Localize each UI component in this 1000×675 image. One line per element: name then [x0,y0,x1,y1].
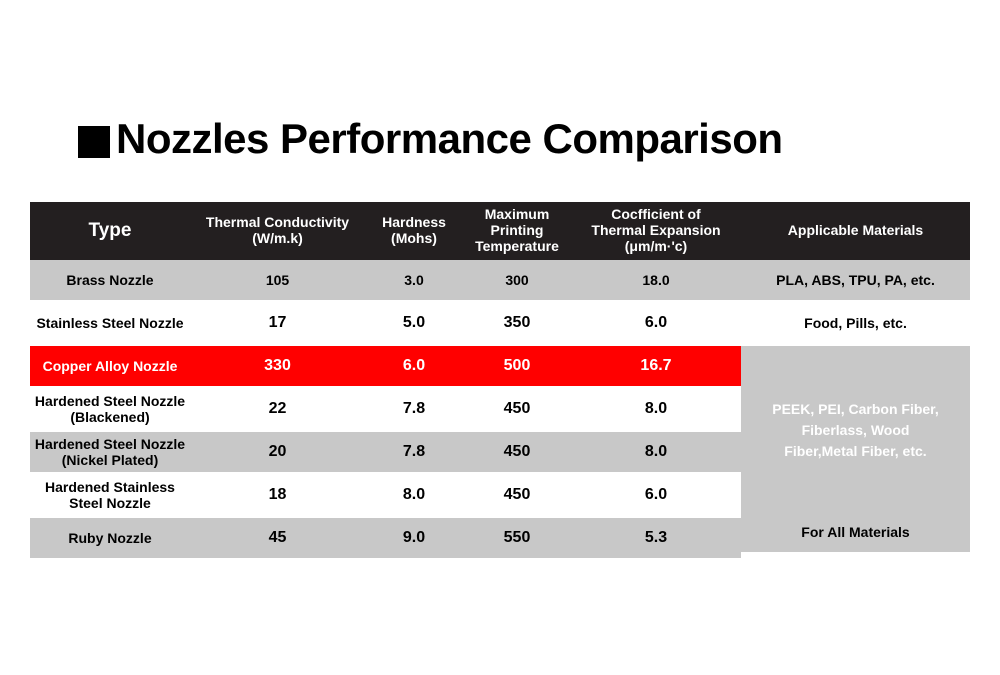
table-header-row [30,202,970,260]
black-square-bullet-icon [78,126,110,158]
column-header-max-temp-line1: Maximum [484,206,550,223]
materials-merged-line2: Fiberlass, Wood [801,422,910,438]
cell-hardness: 3.0 [365,260,463,300]
cell-type: Copper Alloy Nozzle [30,346,190,386]
cell-thermal-conductivity: 20 [190,432,365,472]
cell-materials: PLA, ABS, TPU, PA, etc. [741,260,970,300]
cell-cte: 6.0 [571,475,741,515]
cell-max-temp: 450 [463,389,571,429]
cell-type: Ruby Nozzle [30,518,190,558]
column-header-hardness-line1: Hardness [382,214,446,231]
cell-max-temp: 550 [463,518,571,558]
nozzle-comparison-table [30,202,970,558]
materials-merged-line3: Fiber,Metal Fiber, etc. [784,443,927,459]
materials-merged-line1: PEEK, PEI, Carbon Fiber, [772,401,939,417]
cell-thermal-conductivity: 22 [190,389,365,429]
column-header-cte-line1: Cocfficient of [611,206,701,223]
cell-type-line2: (Nickel Plated) [61,452,159,468]
cell-hardness: 8.0 [365,475,463,515]
cell-cte: 5.3 [571,518,741,558]
column-header-cte [571,202,741,260]
cell-hardness: 9.0 [365,518,463,558]
cell-hardness: 7.8 [365,432,463,472]
column-header-cte-line3: (μm/m·'c) [624,237,688,254]
column-header-type-label: Type [88,220,132,242]
cell-thermal-conductivity: 17 [190,303,365,343]
cell-hardness: 6.0 [365,346,463,386]
cell-max-temp: 500 [463,346,571,386]
column-header-cte-line2: Thermal Expansion [591,222,721,239]
cell-materials: Food, Pills, etc. [741,303,970,343]
cell-thermal-conductivity: 45 [190,518,365,558]
table-row-highlighted [30,346,970,386]
cell-cte: 18.0 [571,260,741,300]
cell-max-temp: 450 [463,432,571,472]
cell-cte: 8.0 [571,432,741,472]
column-header-hardness [365,202,463,260]
cell-thermal-conductivity: 18 [190,475,365,515]
table-row [30,303,970,343]
cell-type [30,432,190,472]
cell-type: Brass Nozzle [30,260,190,300]
cell-type-line1: Hardened Steel Nozzle [34,435,186,452]
cell-hardness: 5.0 [365,303,463,343]
cell-type-line1: Hardened Steel Nozzle [34,392,186,409]
cell-type [30,389,190,429]
cell-thermal-conductivity: 105 [190,260,365,300]
cell-type-line2: Steel Nozzle [69,495,151,511]
column-header-max-temp-line2: Printing [490,222,544,239]
cell-max-temp: 450 [463,475,571,515]
table-header [30,202,970,260]
cell-type [30,475,190,515]
column-header-applicable-materials [741,202,970,260]
cell-max-temp: 300 [463,260,571,300]
cell-materials-merged [741,346,970,515]
column-header-max-temp-line3: Temperature [475,237,559,254]
column-header-thermal-conductivity-line1: Thermal Conductivity [205,214,350,231]
page-title-text: Nozzles Performance Comparison [116,115,783,162]
column-header-hardness-line2: (Mohs) [391,230,437,246]
column-header-max-temp [463,202,571,260]
column-header-type [30,202,190,260]
cell-materials-ruby: For All Materials [741,512,970,552]
page-title [78,115,783,162]
cell-type-line2: (Blackened) [70,409,150,425]
column-header-applicable-materials-label: Applicable Materials [787,222,924,239]
table-row [30,260,970,300]
column-header-thermal-conductivity [190,202,365,260]
cell-cte: 8.0 [571,389,741,429]
cell-max-temp: 350 [463,303,571,343]
cell-hardness: 7.8 [365,389,463,429]
column-header-thermal-conductivity-line2: (W/m.k) [252,230,303,246]
cell-type: Stainless Steel Nozzle [30,303,190,343]
cell-cte: 16.7 [571,346,741,386]
cell-thermal-conductivity: 330 [190,346,365,386]
cell-type-line1: Hardened Stainless [45,478,175,495]
cell-cte: 6.0 [571,303,741,343]
